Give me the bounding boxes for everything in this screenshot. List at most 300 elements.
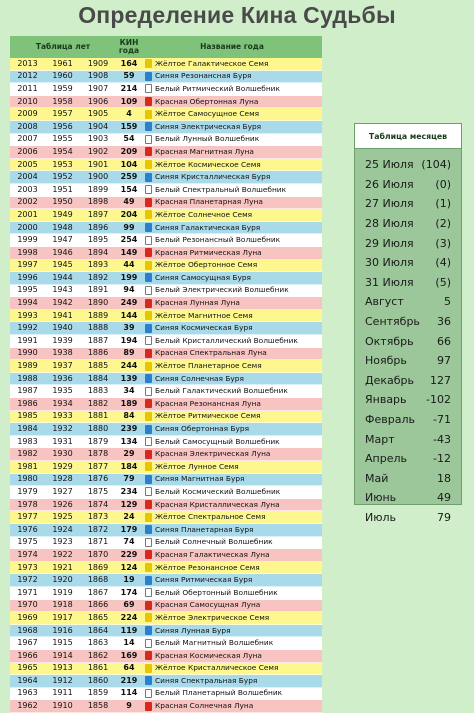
table-row bbox=[10, 159, 322, 172]
year-name-cell bbox=[142, 96, 322, 108]
kin-value: 229 bbox=[120, 549, 138, 559]
year-2: 1937 bbox=[52, 361, 73, 371]
year-name-cell bbox=[142, 662, 322, 674]
year-name-cell bbox=[142, 310, 322, 322]
year-2: 1933 bbox=[52, 411, 73, 421]
year-1: 1982 bbox=[17, 449, 38, 459]
year-1: 1976 bbox=[17, 524, 38, 534]
kin-value: 69 bbox=[123, 600, 135, 610]
year-1: 1989 bbox=[17, 361, 38, 371]
year-name-cell bbox=[142, 272, 322, 284]
table-row bbox=[10, 511, 322, 524]
year-2: 1943 bbox=[52, 285, 73, 295]
table-row bbox=[10, 71, 322, 84]
seal-icon bbox=[145, 160, 152, 169]
year-1: 2004 bbox=[17, 172, 38, 182]
seal-icon bbox=[145, 210, 152, 219]
kin-value: 74 bbox=[123, 537, 135, 547]
page-title: Определение Кина Судьбы bbox=[78, 2, 396, 28]
kin-value: 259 bbox=[120, 172, 138, 182]
seal-icon bbox=[145, 563, 152, 572]
year-3: 1887 bbox=[87, 335, 109, 345]
table-row bbox=[10, 272, 322, 285]
month-value: (3) bbox=[435, 236, 451, 250]
year-name-cell bbox=[142, 587, 322, 599]
seal-icon bbox=[145, 299, 152, 308]
year-2: 1960 bbox=[52, 71, 73, 81]
year-1: 1966 bbox=[17, 650, 38, 660]
month-label: Май bbox=[365, 471, 389, 485]
year-name: Жёлтое Магнитное Семя bbox=[155, 310, 253, 320]
year-3: 1894 bbox=[87, 247, 109, 257]
seal-icon bbox=[145, 336, 152, 345]
year-name: Синяя Галактическая Буря bbox=[155, 222, 261, 232]
years-table-header bbox=[10, 36, 322, 58]
seal-icon bbox=[145, 601, 152, 610]
year-1: 1991 bbox=[17, 335, 38, 345]
kin-value: 139 bbox=[120, 373, 138, 383]
month-value: 66 bbox=[437, 334, 451, 348]
year-3: 1895 bbox=[87, 235, 109, 245]
year-1: 2013 bbox=[17, 58, 38, 68]
year-3: 1871 bbox=[87, 537, 109, 547]
seal-icon bbox=[145, 135, 152, 144]
month-row bbox=[355, 194, 461, 214]
kin-value: 224 bbox=[120, 612, 138, 622]
year-3: 1872 bbox=[87, 524, 109, 534]
year-3: 1879 bbox=[87, 436, 109, 446]
year-name: Синяя Космическая Буря bbox=[155, 323, 253, 333]
year-name-cell bbox=[142, 373, 322, 385]
month-row bbox=[355, 508, 461, 528]
table-row bbox=[10, 499, 322, 512]
table-row bbox=[10, 348, 322, 361]
seal-icon bbox=[145, 689, 152, 698]
month-label: Август bbox=[365, 295, 404, 309]
month-row bbox=[355, 488, 461, 508]
year-name-cell bbox=[142, 398, 322, 410]
header-years: Таблица лет bbox=[35, 42, 91, 51]
kin-value: 4 bbox=[126, 109, 132, 119]
year-3: 1873 bbox=[87, 512, 109, 522]
table-row bbox=[10, 310, 322, 323]
year-name: Белый Кристаллический Волшебник bbox=[155, 335, 298, 345]
kin-value: 34 bbox=[123, 386, 135, 396]
year-name-cell bbox=[142, 410, 322, 422]
month-value: 5 bbox=[444, 295, 451, 309]
seal-icon bbox=[145, 223, 152, 232]
year-1: 2009 bbox=[17, 109, 38, 119]
year-2: 1948 bbox=[52, 222, 73, 232]
year-name-cell bbox=[142, 335, 322, 347]
kin-value: 9 bbox=[126, 701, 132, 711]
year-3: 1877 bbox=[87, 461, 109, 471]
year-name-cell bbox=[142, 196, 322, 208]
kin-value: 184 bbox=[120, 461, 138, 471]
year-name-cell bbox=[142, 222, 322, 234]
year-2: 1910 bbox=[52, 701, 73, 711]
year-3: 1875 bbox=[87, 486, 109, 496]
year-name: Жёлтое Солнечное Семя bbox=[155, 209, 253, 219]
month-label: 29 Июля bbox=[365, 236, 414, 250]
year-name: Жёлтое Лунное Семя bbox=[155, 461, 239, 471]
kin-value: 189 bbox=[120, 398, 138, 408]
year-3: 1897 bbox=[87, 209, 109, 219]
table-row bbox=[10, 197, 322, 210]
year-2: 1947 bbox=[52, 235, 73, 245]
month-label: Октябрь bbox=[365, 334, 414, 348]
year-1: 2010 bbox=[17, 96, 38, 106]
year-2: 1930 bbox=[52, 449, 73, 459]
year-name: Красная Электрическая Луна bbox=[155, 449, 271, 459]
month-value: (0) bbox=[435, 177, 451, 191]
seal-icon bbox=[145, 437, 152, 446]
month-value: 49 bbox=[437, 491, 451, 505]
month-label: Ноябрь bbox=[365, 354, 407, 368]
year-name: Красная Галактическая Луна bbox=[155, 549, 270, 559]
year-name-cell bbox=[142, 322, 322, 334]
year-name-cell bbox=[142, 675, 322, 687]
year-2: 1915 bbox=[52, 638, 73, 648]
seal-icon bbox=[145, 311, 152, 320]
year-3: 1886 bbox=[87, 348, 109, 358]
table-row bbox=[10, 398, 322, 411]
seal-icon bbox=[145, 362, 152, 371]
year-3: 1861 bbox=[87, 663, 109, 673]
table-row bbox=[10, 373, 322, 386]
table-row bbox=[10, 436, 322, 449]
seal-icon bbox=[145, 676, 152, 685]
seal-icon bbox=[145, 500, 152, 509]
year-name-cell bbox=[142, 385, 322, 397]
year-name-cell bbox=[142, 347, 322, 359]
year-3: 1902 bbox=[87, 146, 109, 156]
year-1: 1983 bbox=[17, 436, 38, 446]
year-name-cell bbox=[142, 184, 322, 196]
month-row bbox=[355, 351, 461, 371]
year-1: 2005 bbox=[17, 159, 38, 169]
kin-value: 164 bbox=[120, 58, 138, 68]
year-3: 1864 bbox=[87, 625, 109, 635]
table-row bbox=[10, 134, 322, 147]
year-1: 1980 bbox=[17, 474, 38, 484]
month-label: 31 Июля bbox=[365, 275, 414, 289]
table-row bbox=[10, 322, 322, 335]
year-1: 1995 bbox=[17, 285, 38, 295]
year-name-cell bbox=[142, 486, 322, 498]
seal-icon bbox=[145, 525, 152, 534]
year-1: 2007 bbox=[17, 134, 38, 144]
month-label: 28 Июля bbox=[365, 217, 414, 231]
years-table bbox=[10, 36, 322, 711]
year-1: 1996 bbox=[17, 272, 38, 282]
year-name: Красная Лунная Луна bbox=[155, 298, 240, 308]
month-label: 25 Июля bbox=[365, 158, 414, 172]
kin-value: 179 bbox=[120, 524, 138, 534]
seal-icon bbox=[145, 513, 152, 522]
year-name-cell bbox=[142, 83, 322, 95]
table-row bbox=[10, 121, 322, 134]
month-value: (104) bbox=[421, 158, 451, 172]
year-1: 1972 bbox=[17, 575, 38, 585]
month-row bbox=[355, 175, 461, 195]
year-name-cell bbox=[142, 423, 322, 435]
year-3: 1882 bbox=[87, 398, 109, 408]
table-row bbox=[10, 675, 322, 688]
year-1: 1999 bbox=[17, 235, 38, 245]
kin-value: 109 bbox=[120, 96, 138, 106]
year-name-cell bbox=[142, 599, 322, 611]
year-name: Жёлтое Спектральное Семя bbox=[155, 512, 266, 522]
year-3: 1884 bbox=[87, 373, 109, 383]
year-name: Белый Магнитный Волшебник bbox=[155, 638, 274, 648]
year-3: 1905 bbox=[87, 109, 109, 119]
year-2: 1912 bbox=[52, 675, 73, 685]
month-label: 26 Июля bbox=[365, 177, 414, 191]
year-name-cell bbox=[142, 562, 322, 574]
kin-value: 194 bbox=[120, 335, 138, 345]
table-row bbox=[10, 83, 322, 96]
year-2: 1959 bbox=[52, 83, 73, 93]
month-row bbox=[355, 155, 461, 175]
year-2: 1936 bbox=[52, 373, 73, 383]
kin-value: 104 bbox=[120, 159, 138, 169]
month-value: -71 bbox=[433, 413, 451, 427]
year-name-cell bbox=[142, 687, 322, 699]
seal-icon bbox=[145, 374, 152, 383]
year-name-cell bbox=[142, 159, 322, 171]
year-1: 1971 bbox=[17, 587, 38, 597]
kin-value: 44 bbox=[123, 260, 135, 270]
year-3: 1890 bbox=[87, 298, 109, 308]
table-row bbox=[10, 688, 322, 701]
table-row bbox=[10, 574, 322, 587]
year-2: 1961 bbox=[52, 58, 73, 68]
seal-icon bbox=[145, 588, 152, 597]
year-2: 1926 bbox=[52, 499, 73, 509]
month-row bbox=[355, 371, 461, 391]
year-name: Синяя Ритмическая Буря bbox=[155, 575, 253, 585]
seal-icon bbox=[145, 626, 152, 635]
year-name-cell bbox=[142, 259, 322, 271]
year-name-cell bbox=[142, 247, 322, 259]
table-row bbox=[10, 650, 322, 663]
year-3: 1908 bbox=[87, 71, 109, 81]
year-3: 1889 bbox=[87, 310, 109, 320]
table-row bbox=[10, 587, 322, 600]
year-3: 1870 bbox=[87, 549, 109, 559]
year-2: 1938 bbox=[52, 348, 73, 358]
kin-value: 39 bbox=[123, 323, 135, 333]
seal-icon bbox=[145, 462, 152, 471]
seal-icon bbox=[145, 412, 152, 421]
year-name-cell bbox=[142, 209, 322, 221]
kin-value: 254 bbox=[120, 235, 138, 245]
kin-value: 174 bbox=[120, 587, 138, 597]
kin-value: 64 bbox=[123, 663, 135, 673]
year-2: 1923 bbox=[52, 537, 73, 547]
year-name: Красная Резонансная Луна bbox=[155, 398, 261, 408]
year-2: 1917 bbox=[52, 612, 73, 622]
year-name: Синяя Солнечная Буря bbox=[155, 373, 244, 383]
month-row bbox=[355, 273, 461, 293]
year-3: 1909 bbox=[87, 58, 109, 68]
year-name: Белый Резонансный Волшебник bbox=[155, 235, 281, 245]
seal-icon bbox=[145, 399, 152, 408]
year-1: 1974 bbox=[17, 549, 38, 559]
year-name: Жёлтое Самосущное Семя bbox=[155, 109, 260, 119]
kin-value: 169 bbox=[120, 650, 138, 660]
year-name: Красная Ритмическая Луна bbox=[155, 247, 262, 257]
year-name-cell bbox=[142, 146, 322, 158]
year-2: 1949 bbox=[52, 209, 73, 219]
year-1: 1988 bbox=[17, 373, 38, 383]
year-name-cell bbox=[142, 511, 322, 523]
year-name: Синяя Электрическая Буря bbox=[155, 121, 262, 131]
year-name: Белый Космический Волшебник bbox=[155, 486, 281, 496]
year-2: 1927 bbox=[52, 486, 73, 496]
month-label: Январь bbox=[365, 393, 407, 407]
year-name: Белый Солнечный Волшебник bbox=[155, 537, 273, 547]
year-1: 2008 bbox=[17, 121, 38, 131]
month-row bbox=[355, 469, 461, 489]
seal-icon bbox=[145, 425, 152, 434]
year-2: 1922 bbox=[52, 549, 73, 559]
year-name-cell bbox=[142, 108, 322, 120]
seal-icon bbox=[145, 450, 152, 459]
month-label: Апрель bbox=[365, 452, 407, 466]
table-row bbox=[10, 474, 322, 487]
year-name: Синяя Самосущная Буря bbox=[155, 272, 251, 282]
year-1: 1975 bbox=[17, 537, 38, 547]
year-1: 1968 bbox=[17, 625, 38, 635]
seal-icon bbox=[145, 59, 152, 68]
month-row bbox=[355, 331, 461, 351]
seal-icon bbox=[145, 387, 152, 396]
year-1: 1979 bbox=[17, 486, 38, 496]
year-2: 1950 bbox=[52, 197, 73, 207]
seal-icon bbox=[145, 487, 152, 496]
year-2: 1921 bbox=[52, 562, 73, 572]
seal-icon bbox=[145, 122, 152, 131]
year-2: 1942 bbox=[52, 298, 73, 308]
kin-value: 234 bbox=[120, 486, 138, 496]
kin-value: 199 bbox=[120, 272, 138, 282]
month-row bbox=[355, 410, 461, 430]
year-1: 1977 bbox=[17, 512, 38, 522]
year-2: 1924 bbox=[52, 524, 73, 534]
months-table-header: Таблица месяцев bbox=[355, 124, 461, 149]
table-row bbox=[10, 486, 322, 499]
year-2: 1941 bbox=[52, 310, 73, 320]
year-name: Жёлтое Резонансное Семя bbox=[155, 562, 260, 572]
year-1: 1994 bbox=[17, 298, 38, 308]
month-label: Март bbox=[365, 432, 395, 446]
month-value: -12 bbox=[433, 452, 451, 466]
table-row bbox=[10, 260, 322, 273]
year-name-cell bbox=[142, 549, 322, 561]
seal-icon bbox=[145, 248, 152, 257]
month-value: (1) bbox=[435, 197, 451, 211]
year-3: 1901 bbox=[87, 159, 109, 169]
year-name-cell bbox=[142, 58, 322, 70]
year-name-cell bbox=[142, 625, 322, 637]
year-name: Белый Обертонный Волшебник bbox=[155, 587, 278, 597]
seal-icon bbox=[145, 651, 152, 660]
year-2: 1935 bbox=[52, 386, 73, 396]
seal-icon bbox=[145, 576, 152, 585]
kin-value: 49 bbox=[123, 197, 135, 207]
year-name: Белый Самосущный Волшебник bbox=[155, 436, 280, 446]
month-value: (4) bbox=[435, 256, 451, 270]
year-3: 1865 bbox=[87, 612, 109, 622]
year-name: Жёлтое Космическое Семя bbox=[155, 159, 261, 169]
year-name-cell bbox=[142, 297, 322, 309]
year-name-cell bbox=[142, 536, 322, 548]
year-3: 1893 bbox=[87, 260, 109, 270]
year-1: 1965 bbox=[17, 663, 38, 673]
year-name: Белый Галактический Волшебник bbox=[155, 386, 288, 396]
year-2: 1932 bbox=[52, 424, 73, 434]
year-name: Синяя Спектральная Буря bbox=[155, 675, 258, 685]
month-row bbox=[355, 449, 461, 469]
year-3: 1867 bbox=[87, 587, 109, 597]
table-row bbox=[10, 234, 322, 247]
seal-icon bbox=[145, 349, 152, 358]
month-value: (2) bbox=[435, 217, 451, 231]
year-name: Синяя Кристаллическая Буря bbox=[155, 172, 271, 182]
year-name-cell bbox=[142, 284, 322, 296]
seal-icon bbox=[145, 286, 152, 295]
kin-value: 89 bbox=[123, 348, 135, 358]
month-row bbox=[355, 429, 461, 449]
year-3: 1863 bbox=[87, 638, 109, 648]
year-1: 2002 bbox=[17, 197, 38, 207]
month-row bbox=[355, 233, 461, 253]
table-row bbox=[10, 96, 322, 109]
kin-value: 214 bbox=[120, 83, 138, 93]
year-2: 1945 bbox=[52, 260, 73, 270]
year-name-cell bbox=[142, 473, 322, 485]
year-1: 1990 bbox=[17, 348, 38, 358]
year-2: 1934 bbox=[52, 398, 73, 408]
year-3: 1859 bbox=[87, 688, 109, 698]
table-row bbox=[10, 58, 322, 71]
year-2: 1918 bbox=[52, 600, 73, 610]
year-2: 1939 bbox=[52, 335, 73, 345]
year-3: 1881 bbox=[87, 411, 109, 421]
kin-value: 59 bbox=[123, 71, 135, 81]
seal-icon bbox=[145, 324, 152, 333]
year-name: Белый Планетарный Волшебник bbox=[155, 688, 283, 698]
year-1: 2011 bbox=[17, 83, 38, 93]
seal-icon bbox=[145, 173, 152, 182]
table-row bbox=[10, 411, 322, 424]
year-name: Жёлтое Галактическое Семя bbox=[155, 58, 269, 68]
seal-icon bbox=[145, 702, 152, 711]
seal-icon bbox=[145, 550, 152, 559]
seal-icon bbox=[145, 147, 152, 156]
kin-value: 159 bbox=[120, 121, 138, 131]
year-3: 1860 bbox=[87, 675, 109, 685]
kin-value: 154 bbox=[120, 184, 138, 194]
table-row bbox=[10, 247, 322, 260]
table-row bbox=[10, 285, 322, 298]
year-2: 1944 bbox=[52, 272, 73, 282]
year-name-cell bbox=[142, 448, 322, 460]
month-value: -43 bbox=[433, 432, 451, 446]
year-1: 1997 bbox=[17, 260, 38, 270]
